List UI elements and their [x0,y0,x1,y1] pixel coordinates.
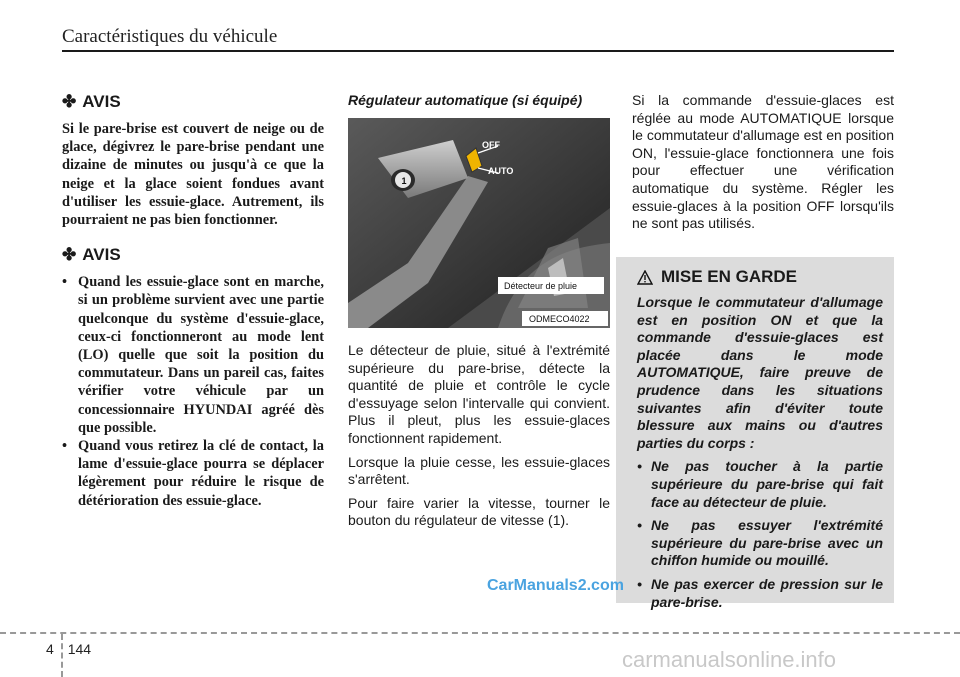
section-title: Régulateur automatique (si équipé) [348,92,583,108]
avis-2-item: • Quand vous retirez la clé de contact, la lame d'essuie-glace pourra se déplacer légèrement pour réduire le risque de détérioration des essuie-glace. [62,438,324,509]
paragraph-2: Lorsque la pluie cesse, les essuie-glaces s'arrêtent. [348,453,610,488]
avis-2-list [62,273,324,510]
left-column [62,92,324,510]
avis-heading-2-text: AVIS [82,245,121,265]
auto-mode-text: Si la commande d'essuie-glaces est réglée au mode AUTOMATIQUE lorsque le commutateur d'allumage est en position ON, l'essuie-glace fonctionnera une fois pour effectuer une vérification automatique du système. Régler les essuie-glaces à la position OFF lorsqu'ils ne sont pas utilisés. [632,92,894,232]
avis-heading-1-text: AVIS [82,92,121,111]
cross-star-icon: ✤ [62,92,77,111]
caution-list [637,458,883,611]
avis-heading-1 [62,92,324,112]
avis-2-item: • Quand les essuie-glace sont en marche, si un problème survient avec une partie quelconque du système d'essuie-glace, ceux-ci fonctionneront au mode lent (LO) quelle que soit la position du commutateur. Dans un pareil cas, faites vérifier votre véhicule par un concessionnaire HYUNDAI agréé dès que possible. [62,274,324,436]
page-number [46,641,101,657]
wiper-switch-figure [348,118,610,328]
avis-heading-2 [62,245,324,265]
caution-item: • Ne pas essuyer l'extrémité supérieure du pare-brise avec un chiffon humide ou mouillé. [637,517,883,569]
avis-1-text: Si le pare-brise est couvert de neige ou de glace, dégivrez le pare-brise pendant une dizaine de minutes ou jusqu'à ce que la neige et la glace soient fondues avant d'utiliser les essuie-glace. Autrement, ils pourraient ne pas bien fonctionner. [62,121,324,229]
middle-column [348,92,610,536]
page-number-value: 144 [67,641,92,657]
figure-code: ODMECO4022 [529,314,590,324]
callout-number-one: 1 [401,176,407,186]
caution-intro: Lorsque le commutateur d'allumage est en position ON et que la commande d'essuie-glaces est placée dans le mode AUTOMATIQUE, faire preuve de prudence dans les situations suivantes afin d'éviter toute blessure aux mains ou d'autres parties du corps : [637,294,883,451]
cross-star-icon: ✤ [62,245,77,265]
caution-item: • Ne pas exercer de pression sur le pare-brise. [637,575,883,610]
label-off: OFF [482,140,500,150]
caution-box [616,257,894,610]
right-column [632,92,894,239]
label-auto: AUTO [488,166,514,176]
paragraph-3: Pour faire varier la vitesse, tourner le bouton du régulateur de vitesse (1). [348,494,610,529]
paragraph-1: Le détecteur de pluie, situé à l'extrémité supérieure du pare-brise, détecte la quantité de pluie et contrôle le cycle d'essuyage selon l'intervalle qui convient. Plus il pleut, plus les essuie-glaces fonctionnent rapidement. [348,342,610,446]
footer-rule [0,632,960,634]
site-watermark: carmanualsonline.info [622,647,837,672]
caution-item: • Ne pas toucher à la partie supérieure du pare-brise qui fait face au détecteur de pluie. [637,458,883,510]
wiper-switch-illustration [348,118,610,328]
caution-heading-text: MISE EN GARDE [661,267,798,286]
caution-heading [637,267,883,287]
label-rain-sensor: Détecteur de pluie [504,281,578,291]
page-header-title: Caractéristiques du véhicule [62,26,278,47]
header-rule [62,50,894,52]
carmanuals-watermark: CarManuals2.com [487,577,624,594]
warning-triangle-icon [637,270,653,285]
chapter-number: 4 [46,641,54,657]
